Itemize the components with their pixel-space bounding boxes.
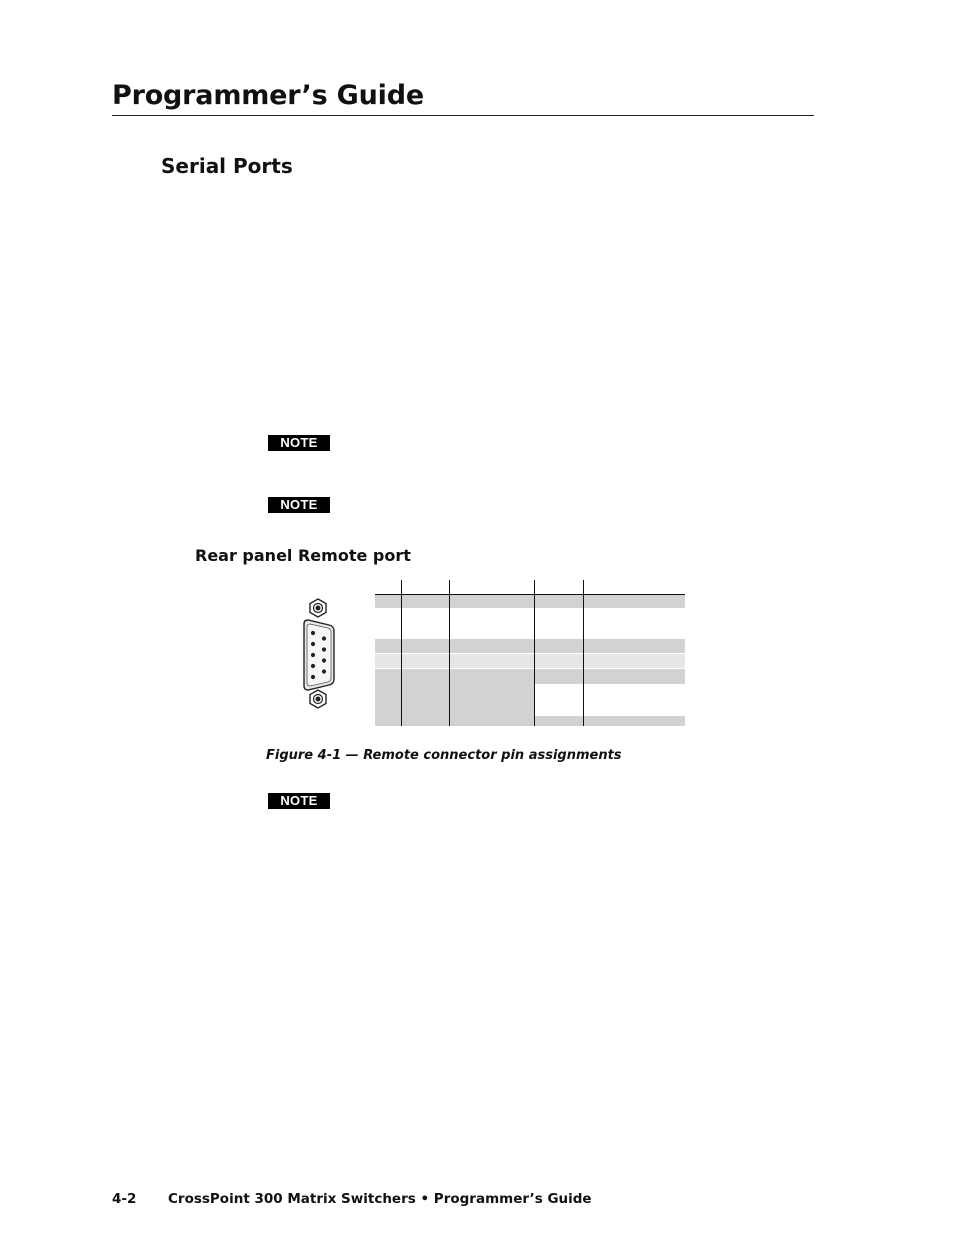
table-row — [375, 654, 685, 668]
table-row — [534, 716, 685, 726]
table-row — [375, 684, 534, 726]
figure-caption: Figure 4-1 — Remote connector pin assignments — [266, 748, 622, 763]
table-row — [375, 594, 685, 608]
table-row — [375, 639, 685, 653]
note-badge: NOTE — [268, 435, 330, 451]
footer-text: CrossPoint 300 Matrix Switchers • Programmer’s Guide — [168, 1191, 592, 1207]
pin-assignment-table — [375, 580, 686, 728]
page-footer — [112, 1191, 592, 1207]
subsection-heading: Rear panel Remote port — [195, 546, 411, 565]
page-title: Programmer’s Guide — [112, 80, 424, 111]
screw-icon — [310, 690, 326, 708]
note-badge: NOTE — [268, 497, 330, 513]
screw-icon — [310, 599, 326, 617]
db9-connector-icon — [296, 596, 340, 714]
note-badge: NOTE — [268, 793, 330, 809]
section-heading: Serial Ports — [161, 154, 293, 178]
table-row — [375, 669, 685, 684]
title-rule — [112, 115, 814, 116]
page-number: 4-2 — [112, 1191, 137, 1207]
